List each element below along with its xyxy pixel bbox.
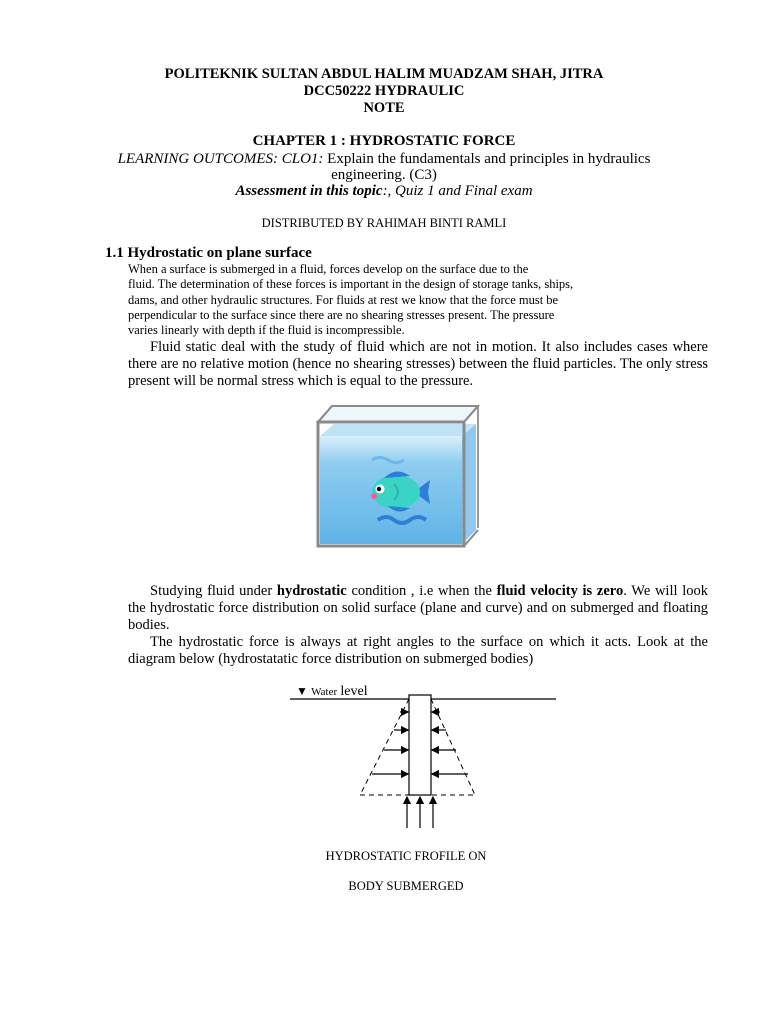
paragraph-right-angles <box>128 634 708 668</box>
paragraph-right-angles-text: The hydrostatic force is always at right angles to the surface on which it acts. Look at the diagram below (hydrostatatic force distribution on submerged bodies) <box>128 634 708 667</box>
hydrostatic-profile-diagram <box>280 680 570 830</box>
fish-tank-illustration <box>310 400 490 552</box>
level-word: level <box>340 684 368 699</box>
submerged-body <box>409 695 431 795</box>
water-level-triangle-icon: ▼ <box>296 684 308 698</box>
para2-text-c: condition , i.e when the <box>346 583 497 599</box>
intro-line: When a surface is submerged in a fluid, forces develop on the surface due to the <box>128 262 529 276</box>
assessment-line <box>0 183 768 200</box>
distributed-by: DISTRIBUTED BY RAHIMAH BINTI RAMLI <box>261 216 507 230</box>
paragraph-fluid-static-text: Fluid static deal with the study of fluid which are not in motion. It also includes cases where there are no relative motion (hence no shearing stresses) between the fluid particles. The only stress present will be normal stress which is equal to the pressure. <box>128 339 708 389</box>
paragraph-studying-fluid <box>128 583 708 634</box>
diagram-caption-line-2: BODY SUBMERGED <box>348 879 464 893</box>
section-heading: 1.1 Hydrostatic on plane surface <box>105 245 312 261</box>
paragraph-fluid-static <box>128 339 708 390</box>
para2-text-e: . We will look the hydrostatic force distribution on solid surface (plane and curve) and on submerged and floating bodies. <box>128 583 708 633</box>
learning-outcomes-continued: engineering. (C3) <box>331 167 437 183</box>
chapter-title: CHAPTER 1 : HYDROSTATIC FORCE <box>252 133 516 149</box>
learning-outcomes-label: LEARNING OUTCOMES: CLO1: <box>117 151 324 167</box>
intro-line: perpendicular to the surface since there are no shearing stresses present. The pressure <box>128 307 555 322</box>
diagram-caption-line-1: HYDROSTATIC FROFILE ON <box>325 849 487 863</box>
intro-line: varies linearly with depth if the fluid is incompressible. <box>128 323 405 338</box>
water-level-word: Water <box>311 686 338 698</box>
assessment-label: Assessment in this topic <box>235 183 383 199</box>
intro-line: dams, and other hydraulic structures. For fluids at rest we know that the force must be <box>128 292 559 307</box>
intro-line: fluid. The determination of these forces is important in the design of storage tanks, ships, <box>128 277 574 292</box>
learning-outcomes-text: Explain the fundamentals and principles in hydraulics <box>323 151 651 167</box>
assessment-text: :, Quiz 1 and Final exam <box>382 183 533 199</box>
para2-text-a: Studying fluid under <box>150 583 277 599</box>
para2-bold-velocity: fluid velocity is zero <box>496 583 624 599</box>
intro-paragraph <box>128 262 648 338</box>
learning-outcomes-line <box>0 151 768 168</box>
document-type: NOTE <box>363 100 405 116</box>
course-code: DCC50222 HYDRAULIC <box>303 83 465 99</box>
para2-bold-hydrostatic: hydrostatic <box>276 583 347 599</box>
institution-title: POLITEKNIK SULTAN ABDUL HALIM MUADZAM SHAH, JITRA <box>164 66 604 82</box>
